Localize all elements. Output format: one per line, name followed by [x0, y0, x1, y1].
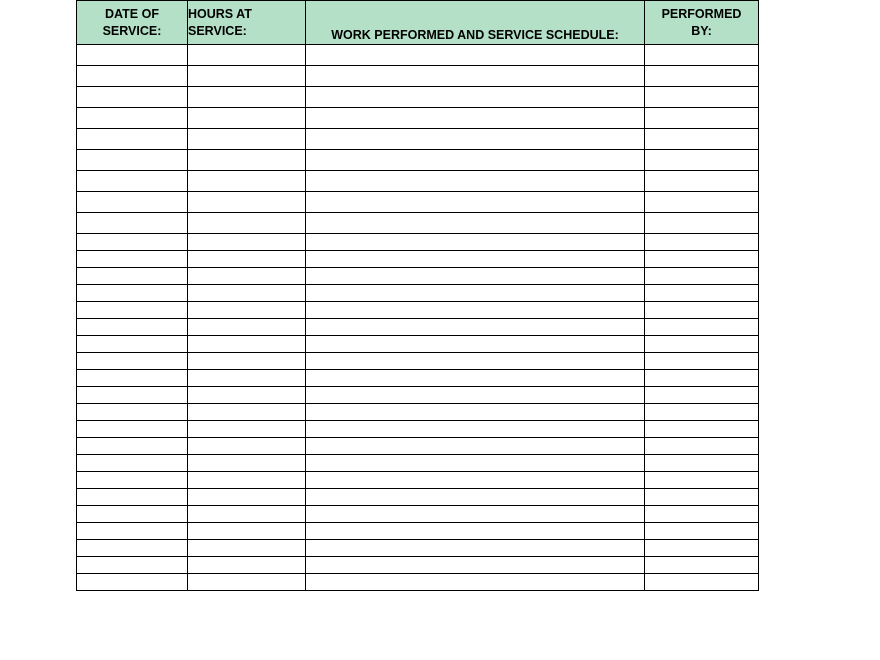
cell-date[interactable]: [77, 387, 188, 404]
table-row[interactable]: [77, 171, 759, 192]
cell-by[interactable]: [645, 66, 759, 87]
cell-hours[interactable]: [188, 108, 306, 129]
table-row[interactable]: [77, 150, 759, 171]
cell-date[interactable]: [77, 353, 188, 370]
cell-hours[interactable]: [188, 523, 306, 540]
cell-date[interactable]: [77, 192, 188, 213]
cell-by[interactable]: [645, 540, 759, 557]
cell-by[interactable]: [645, 108, 759, 129]
table-row[interactable]: [77, 574, 759, 591]
cell-date[interactable]: [77, 129, 188, 150]
cell-date[interactable]: [77, 45, 188, 66]
cell-by[interactable]: [645, 319, 759, 336]
table-row[interactable]: [77, 234, 759, 251]
cell-date[interactable]: [77, 251, 188, 268]
cell-by[interactable]: [645, 213, 759, 234]
cell-hours[interactable]: [188, 302, 306, 319]
table-row[interactable]: [77, 489, 759, 506]
cell-work[interactable]: [306, 108, 645, 129]
cell-date[interactable]: [77, 302, 188, 319]
header-row: [77, 1, 759, 45]
header-by-line1: PERFORMED: [661, 6, 742, 21]
table-row[interactable]: [77, 302, 759, 319]
cell-date[interactable]: [77, 268, 188, 285]
table-row[interactable]: [77, 87, 759, 108]
cell-work[interactable]: [306, 251, 645, 268]
header-date-line1: DATE OF: [105, 6, 159, 21]
cell-hours[interactable]: [188, 421, 306, 438]
cell-work[interactable]: [306, 472, 645, 489]
cell-work[interactable]: [306, 353, 645, 370]
cell-work[interactable]: [306, 234, 645, 251]
cell-work[interactable]: [306, 150, 645, 171]
cell-hours[interactable]: [188, 268, 306, 285]
cell-date[interactable]: [77, 489, 188, 506]
cell-work[interactable]: [306, 285, 645, 302]
cell-by[interactable]: [645, 438, 759, 455]
cell-hours[interactable]: [188, 574, 306, 591]
table-row[interactable]: [77, 251, 759, 268]
header-by-line2: BY:: [691, 23, 712, 38]
cell-by[interactable]: [645, 387, 759, 404]
cell-work[interactable]: [306, 540, 645, 557]
cell-hours[interactable]: [188, 66, 306, 87]
cell-work[interactable]: [306, 129, 645, 150]
cell-work[interactable]: [306, 66, 645, 87]
table-row[interactable]: [77, 353, 759, 370]
cell-date[interactable]: [77, 319, 188, 336]
header-date-line2: SERVICE:: [102, 23, 162, 38]
cell-hours[interactable]: [188, 387, 306, 404]
header-work-line2: WORK PERFORMED AND SERVICE SCHEDULE:: [331, 28, 619, 43]
cell-date[interactable]: [77, 336, 188, 353]
table-row[interactable]: [77, 421, 759, 438]
table-row[interactable]: [77, 285, 759, 302]
table-row[interactable]: [77, 472, 759, 489]
cell-date[interactable]: [77, 404, 188, 421]
cell-by[interactable]: [645, 421, 759, 438]
cell-hours[interactable]: [188, 472, 306, 489]
table-row[interactable]: [77, 557, 759, 574]
cell-work[interactable]: [306, 213, 645, 234]
cell-date[interactable]: [77, 540, 188, 557]
table-row[interactable]: [77, 438, 759, 455]
cell-work[interactable]: [306, 192, 645, 213]
cell-hours[interactable]: [188, 213, 306, 234]
cell-by[interactable]: [645, 251, 759, 268]
cell-by[interactable]: [645, 353, 759, 370]
cell-hours[interactable]: [188, 557, 306, 574]
cell-work[interactable]: [306, 370, 645, 387]
table-header: [77, 1, 759, 45]
cell-hours[interactable]: [188, 192, 306, 213]
cell-date[interactable]: [77, 472, 188, 489]
table-row[interactable]: [77, 108, 759, 129]
cell-date[interactable]: [77, 506, 188, 523]
cell-by[interactable]: [645, 557, 759, 574]
table-row[interactable]: [77, 192, 759, 213]
cell-work[interactable]: [306, 87, 645, 108]
cell-hours[interactable]: [188, 45, 306, 66]
cell-by[interactable]: [645, 45, 759, 66]
table-row[interactable]: [77, 540, 759, 557]
table-row[interactable]: [77, 336, 759, 353]
cell-date[interactable]: [77, 171, 188, 192]
cell-hours[interactable]: [188, 129, 306, 150]
cell-hours[interactable]: [188, 171, 306, 192]
table-row[interactable]: [77, 370, 759, 387]
cell-date[interactable]: [77, 213, 188, 234]
cell-by[interactable]: [645, 506, 759, 523]
cell-hours[interactable]: [188, 87, 306, 108]
column-header-date-of-service: [77, 1, 188, 45]
cell-by[interactable]: [645, 268, 759, 285]
cell-by[interactable]: [645, 489, 759, 506]
cell-hours[interactable]: [188, 540, 306, 557]
cell-hours[interactable]: [188, 506, 306, 523]
cell-hours[interactable]: [188, 438, 306, 455]
table-row[interactable]: [77, 506, 759, 523]
cell-work[interactable]: [306, 387, 645, 404]
cell-hours[interactable]: [188, 455, 306, 472]
cell-hours[interactable]: [188, 234, 306, 251]
table-row[interactable]: [77, 45, 759, 66]
cell-hours[interactable]: [188, 353, 306, 370]
cell-work[interactable]: [306, 45, 645, 66]
cell-work[interactable]: [306, 506, 645, 523]
column-header-work-performed: [306, 1, 645, 45]
column-header-performed-by: [645, 1, 759, 45]
cell-date[interactable]: [77, 87, 188, 108]
cell-by[interactable]: [645, 285, 759, 302]
cell-work[interactable]: [306, 421, 645, 438]
cell-by[interactable]: [645, 404, 759, 421]
cell-date[interactable]: [77, 574, 188, 591]
cell-by[interactable]: [645, 192, 759, 213]
cell-date[interactable]: [77, 150, 188, 171]
cell-date[interactable]: [77, 557, 188, 574]
table-row[interactable]: [77, 523, 759, 540]
cell-work[interactable]: [306, 404, 645, 421]
table-row[interactable]: [77, 268, 759, 285]
table-body: [77, 45, 759, 591]
cell-date[interactable]: [77, 285, 188, 302]
cell-work[interactable]: [306, 319, 645, 336]
cell-by[interactable]: [645, 87, 759, 108]
cell-work[interactable]: [306, 455, 645, 472]
cell-work[interactable]: [306, 268, 645, 285]
cell-by[interactable]: [645, 302, 759, 319]
service-log-table: [76, 0, 759, 591]
cell-hours[interactable]: [188, 285, 306, 302]
cell-work[interactable]: [306, 523, 645, 540]
cell-date[interactable]: [77, 66, 188, 87]
cell-by[interactable]: [645, 455, 759, 472]
table-row[interactable]: [77, 404, 759, 421]
table-row[interactable]: [77, 387, 759, 404]
cell-work[interactable]: [306, 557, 645, 574]
table-row[interactable]: [77, 319, 759, 336]
cell-hours[interactable]: [188, 370, 306, 387]
cell-hours[interactable]: [188, 319, 306, 336]
cell-work[interactable]: [306, 302, 645, 319]
cell-date[interactable]: [77, 108, 188, 129]
cell-hours[interactable]: [188, 404, 306, 421]
table-row[interactable]: [77, 455, 759, 472]
cell-by[interactable]: [645, 370, 759, 387]
cell-by[interactable]: [645, 171, 759, 192]
cell-hours[interactable]: [188, 251, 306, 268]
cell-date[interactable]: [77, 523, 188, 540]
cell-date[interactable]: [77, 455, 188, 472]
cell-by[interactable]: [645, 336, 759, 353]
cell-hours[interactable]: [188, 150, 306, 171]
cell-work[interactable]: [306, 171, 645, 192]
cell-work[interactable]: [306, 438, 645, 455]
cell-hours[interactable]: [188, 336, 306, 353]
cell-date[interactable]: [77, 421, 188, 438]
cell-by[interactable]: [645, 574, 759, 591]
column-header-hours-at-service: [188, 1, 306, 45]
table-row[interactable]: [77, 66, 759, 87]
cell-work[interactable]: [306, 489, 645, 506]
cell-by[interactable]: [645, 150, 759, 171]
cell-by[interactable]: [645, 234, 759, 251]
cell-date[interactable]: [77, 370, 188, 387]
cell-by[interactable]: [645, 129, 759, 150]
cell-date[interactable]: [77, 438, 188, 455]
cell-hours[interactable]: [188, 489, 306, 506]
table-row[interactable]: [77, 129, 759, 150]
header-hours-line2: SERVICE:: [188, 23, 247, 38]
table-row[interactable]: [77, 213, 759, 234]
cell-date[interactable]: [77, 234, 188, 251]
cell-work[interactable]: [306, 336, 645, 353]
header-hours-line1: HOURS AT: [188, 6, 252, 21]
cell-by[interactable]: [645, 472, 759, 489]
cell-by[interactable]: [645, 523, 759, 540]
cell-work[interactable]: [306, 574, 645, 591]
